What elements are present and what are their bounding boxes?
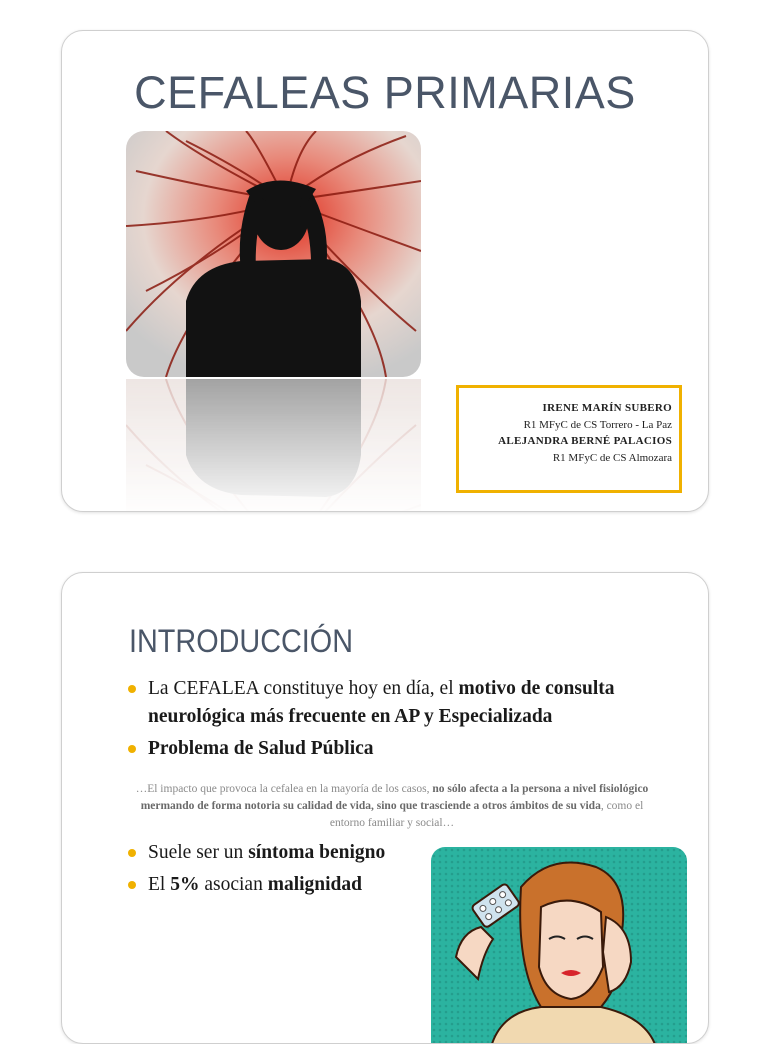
pop-art-woman-illustration <box>431 847 687 1044</box>
bullet-bold-text: malignidad <box>267 874 362 895</box>
quote-part: …El impacto que provoca la cefalea en la mayoría de los casos, <box>135 783 433 795</box>
list-item <box>128 675 688 731</box>
author-name: IRENE MARÍN SUBERO <box>542 402 672 414</box>
title-slide <box>61 30 709 512</box>
author-role: R1 MFyC de CS Almozara <box>552 451 672 464</box>
author-role: R1 MFyC de CS Torrero - La Paz <box>523 418 672 431</box>
bullet-text: El <box>148 874 171 895</box>
bullet-text: asocian <box>199 874 268 895</box>
round-bullet-icon <box>128 745 136 753</box>
slide-title: INTRODUCCIÓN <box>129 623 353 659</box>
bullet-bold-text: 5% <box>170 874 200 895</box>
round-bullet-icon <box>128 849 136 857</box>
list-item <box>128 735 688 763</box>
quote-part: , como el entorno familiar y social… <box>329 800 644 829</box>
round-bullet-icon <box>128 685 136 693</box>
bullet-text: La CEFALEA constituye hoy en día, el <box>148 678 459 699</box>
round-bullet-icon <box>128 881 136 889</box>
headache-photo <box>126 131 421 377</box>
headache-photo-group <box>126 131 421 501</box>
bullet-bold-text: síntoma benigno <box>248 842 386 863</box>
quote-text <box>132 781 652 832</box>
bullet-text: Suele ser un <box>148 842 249 863</box>
slide-title: CEFALEAS PRIMARIAS <box>134 67 636 118</box>
bullet-bold-text: Problema de Salud Pública <box>148 738 374 759</box>
headache-photo-reflection <box>126 379 421 512</box>
intro-slide <box>61 572 709 1044</box>
authors-box <box>456 385 682 493</box>
bullet-bold-text: motivo de consulta neurológica más frecuente en AP y Especializada <box>148 678 615 727</box>
quote-bold-part: no sólo afecta a la persona a nivel fisiológico mermando de forma notoria su calidad de vida, sino que trasciende a otros ámbitos de su vida <box>140 783 649 812</box>
author-name: ALEJANDRA BERNÉ PALACIOS <box>498 435 672 447</box>
bullet-list <box>128 675 688 767</box>
